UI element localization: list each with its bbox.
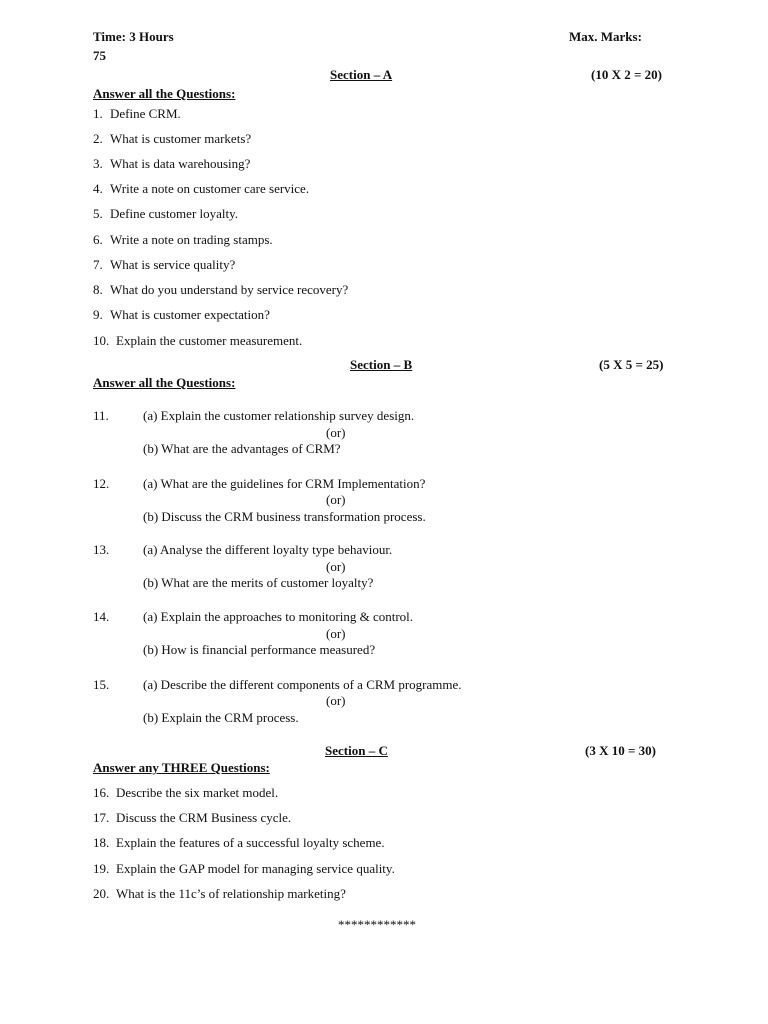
question-number: 17.: [93, 810, 110, 825]
or-separator: (or): [326, 626, 346, 641]
time-label: Time: 3 Hours: [93, 29, 174, 44]
question-text: What is the 11c’s of relationship marketing?: [116, 886, 346, 901]
question-number: 5.: [93, 206, 103, 221]
question-number: 4.: [93, 181, 103, 196]
question-number: 7.: [93, 257, 103, 272]
section-c-title: Section – C: [325, 743, 388, 758]
question-text: What is service quality?: [110, 257, 236, 272]
option-a: (a) Explain the customer relationship survey design.: [143, 408, 415, 423]
option-a: (a) Describe the different components of a CRM programme.: [143, 677, 462, 692]
question-text: Define customer loyalty.: [110, 206, 239, 221]
question-text: Define CRM.: [110, 106, 181, 121]
section-b-title: Section – B: [350, 357, 413, 372]
question-number: 10.: [93, 333, 110, 348]
option-b: (b) Discuss the CRM business transformation process.: [143, 509, 426, 524]
or-separator: (or): [326, 559, 346, 574]
question-text: What do you understand by service recovery?: [110, 282, 349, 297]
question-number: 13.: [93, 542, 110, 557]
section-b-instruction: Answer all the Questions:: [93, 375, 236, 390]
question-text: What is customer markets?: [110, 131, 252, 146]
or-separator: (or): [326, 492, 346, 507]
question-text: Write a note on customer care service.: [110, 181, 310, 196]
question-text: Discuss the CRM Business cycle.: [116, 810, 292, 825]
option-a: (a) Explain the approaches to monitoring & control.: [143, 609, 414, 624]
option-b: (b) What are the advantages of CRM?: [143, 441, 341, 456]
question-number: 2.: [93, 131, 103, 146]
max-marks-value: 75: [93, 48, 106, 63]
question-number: 9.: [93, 307, 103, 322]
section-a-instruction: Answer all the Questions:: [93, 86, 236, 101]
section-c-marks: (3 X 10 = 30): [585, 743, 656, 758]
section-b-marks: (5 X 5 = 25): [599, 357, 664, 372]
option-b: (b) Explain the CRM process.: [143, 710, 299, 725]
or-separator: (or): [326, 693, 346, 708]
question-number: 11.: [93, 408, 109, 423]
end-marker: ************: [338, 917, 416, 932]
option-b: (b) How is financial performance measured?: [143, 642, 376, 657]
question-text: Explain the customer measurement.: [116, 333, 303, 348]
max-marks-label: Max. Marks:: [569, 29, 642, 44]
option-b: (b) What are the merits of customer loyalty?: [143, 575, 374, 590]
question-number: 18.: [93, 835, 110, 850]
question-text: What is customer expectation?: [110, 307, 270, 322]
section-a-marks: (10 X 2 = 20): [591, 67, 662, 82]
question-number: 1.: [93, 106, 103, 121]
question-text: Explain the features of a successful loyalty scheme.: [116, 835, 385, 850]
or-separator: (or): [326, 425, 346, 440]
question-number: 15.: [93, 677, 110, 692]
section-c-instruction: Answer any THREE Questions:: [93, 760, 270, 775]
question-text: Describe the six market model.: [116, 785, 279, 800]
question-number: 19.: [93, 861, 110, 876]
question-number: 12.: [93, 476, 110, 491]
question-number: 3.: [93, 156, 103, 171]
option-a: (a) What are the guidelines for CRM Implementation?: [143, 476, 426, 491]
question-text: What is data warehousing?: [110, 156, 251, 171]
section-a-title: Section – A: [330, 67, 393, 82]
question-number: 14.: [93, 609, 110, 624]
question-number: 8.: [93, 282, 103, 297]
question-number: 16.: [93, 785, 110, 800]
option-a: (a) Analyse the different loyalty type behaviour.: [143, 542, 393, 557]
question-text: Write a note on trading stamps.: [110, 232, 273, 247]
question-number: 20.: [93, 886, 110, 901]
question-number: 6.: [93, 232, 103, 247]
question-text: Explain the GAP model for managing service quality.: [116, 861, 395, 876]
